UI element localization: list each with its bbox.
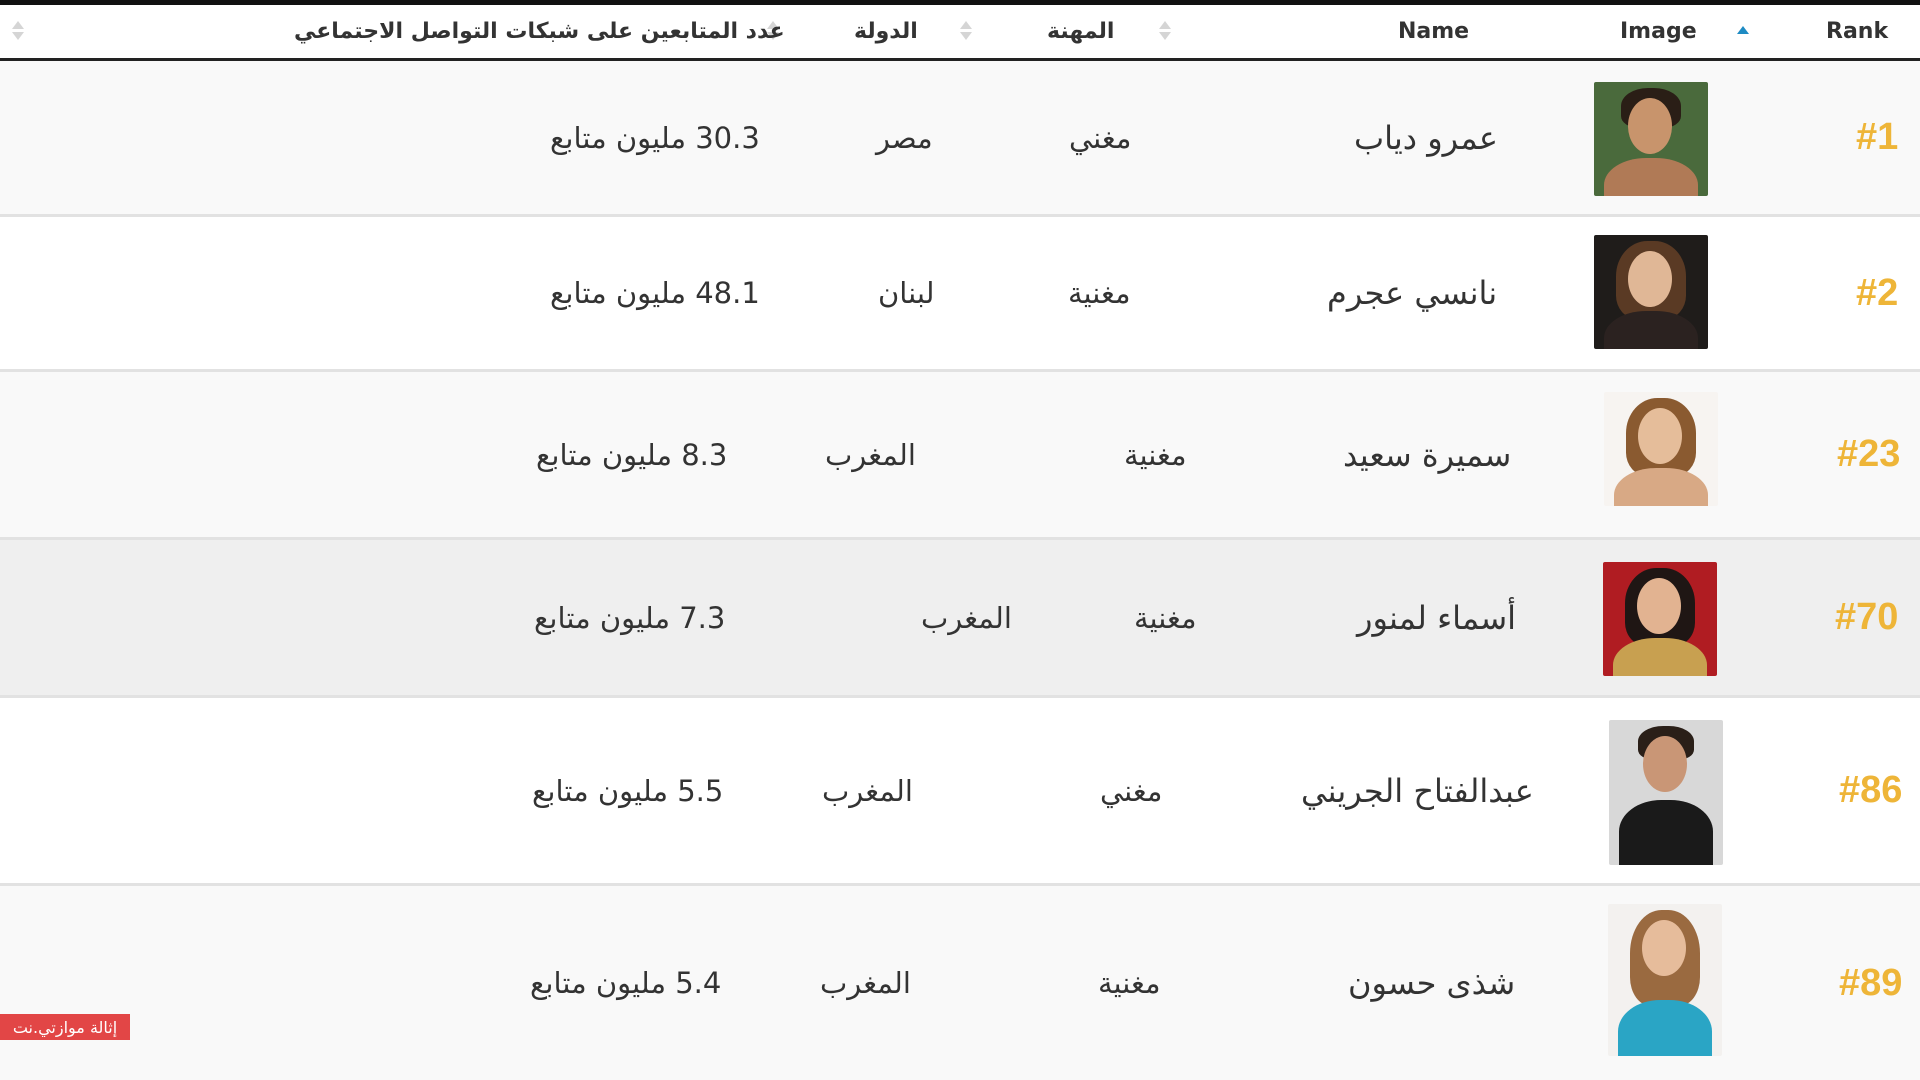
man-portrait — [1609, 720, 1723, 865]
followers-cell: 5.4 مليون متابع — [530, 966, 722, 1000]
sort-icon[interactable] — [961, 15, 971, 45]
rank-cell: #23 — [1837, 433, 1901, 475]
man-portrait — [1594, 82, 1708, 196]
sort-up-active-icon — [1737, 26, 1749, 34]
header-country[interactable]: الدولة — [854, 19, 918, 44]
profession-cell: مغنية — [1098, 966, 1161, 1000]
followers-cell: 8.3 مليون متابع — [536, 437, 728, 472]
sort-down-icon — [960, 32, 972, 40]
profession-cell: مغنية — [1068, 276, 1131, 310]
header-name[interactable]: Name — [1398, 19, 1470, 44]
followers-cell: 7.3 مليون متابع — [534, 600, 726, 635]
name-cell: نانسي عجرم — [1327, 274, 1498, 312]
watermark: إثالة موازتي.نت — [0, 1014, 130, 1040]
table-row[interactable] — [0, 886, 1920, 1080]
name-cell: عبدالفتاح الجريني — [1301, 771, 1534, 810]
name-cell: عمرو دياب — [1354, 118, 1498, 157]
country-cell: مصر — [876, 120, 933, 155]
table-row[interactable] — [0, 698, 1920, 886]
sort-down-icon — [12, 32, 24, 40]
rank-cell: #70 — [1835, 596, 1899, 638]
table-row[interactable] — [0, 61, 1920, 217]
country-cell: لبنان — [878, 276, 935, 310]
woman-portrait — [1594, 235, 1708, 349]
sort-up-icon — [960, 21, 972, 29]
header-image: Image — [1620, 19, 1697, 44]
rank-cell: #89 — [1839, 961, 1903, 1004]
country-cell: المغرب — [921, 600, 1012, 635]
country-cell: المغرب — [822, 773, 913, 808]
profession-cell: مغني — [1069, 120, 1132, 155]
table-header — [0, 5, 1920, 61]
name-cell: سميرة سعيد — [1343, 435, 1512, 474]
profession-cell: مغنية — [1134, 600, 1197, 635]
rank-cell: #2 — [1856, 271, 1899, 314]
sort-asc-icon[interactable] — [1738, 15, 1748, 45]
woman-portrait — [1604, 392, 1718, 506]
sort-icon[interactable] — [13, 15, 23, 45]
header-followers[interactable]: عدد المتابعين على شبكات التواصل الاجتماعي — [294, 19, 785, 44]
header-rank[interactable]: Rank — [1826, 19, 1889, 44]
table-row[interactable] — [0, 217, 1920, 372]
name-cell: شذى حسون — [1348, 964, 1516, 1002]
rank-cell: #86 — [1839, 769, 1903, 811]
followers-cell: 5.5 مليون متابع — [532, 773, 724, 808]
rank-cell: #1 — [1856, 116, 1899, 158]
profession-cell: مغنية — [1124, 437, 1187, 472]
sort-icon[interactable] — [1160, 15, 1170, 45]
sort-up-icon — [12, 21, 24, 29]
table-row[interactable] — [0, 540, 1920, 698]
table-row[interactable] — [0, 372, 1920, 540]
country-cell: المغرب — [825, 437, 916, 472]
followers-cell: 30.3 مليون متابع — [550, 120, 760, 155]
name-cell: أسماء لمنور — [1357, 598, 1517, 637]
woman-portrait — [1603, 562, 1717, 676]
country-cell: المغرب — [820, 966, 911, 1000]
sort-up-icon — [1159, 21, 1171, 29]
header-profession[interactable]: المهنة — [1047, 19, 1115, 44]
profession-cell: مغني — [1100, 773, 1163, 808]
followers-cell: 48.1 مليون متابع — [550, 276, 760, 310]
sort-down-icon — [1159, 32, 1171, 40]
woman-portrait — [1608, 904, 1722, 1056]
